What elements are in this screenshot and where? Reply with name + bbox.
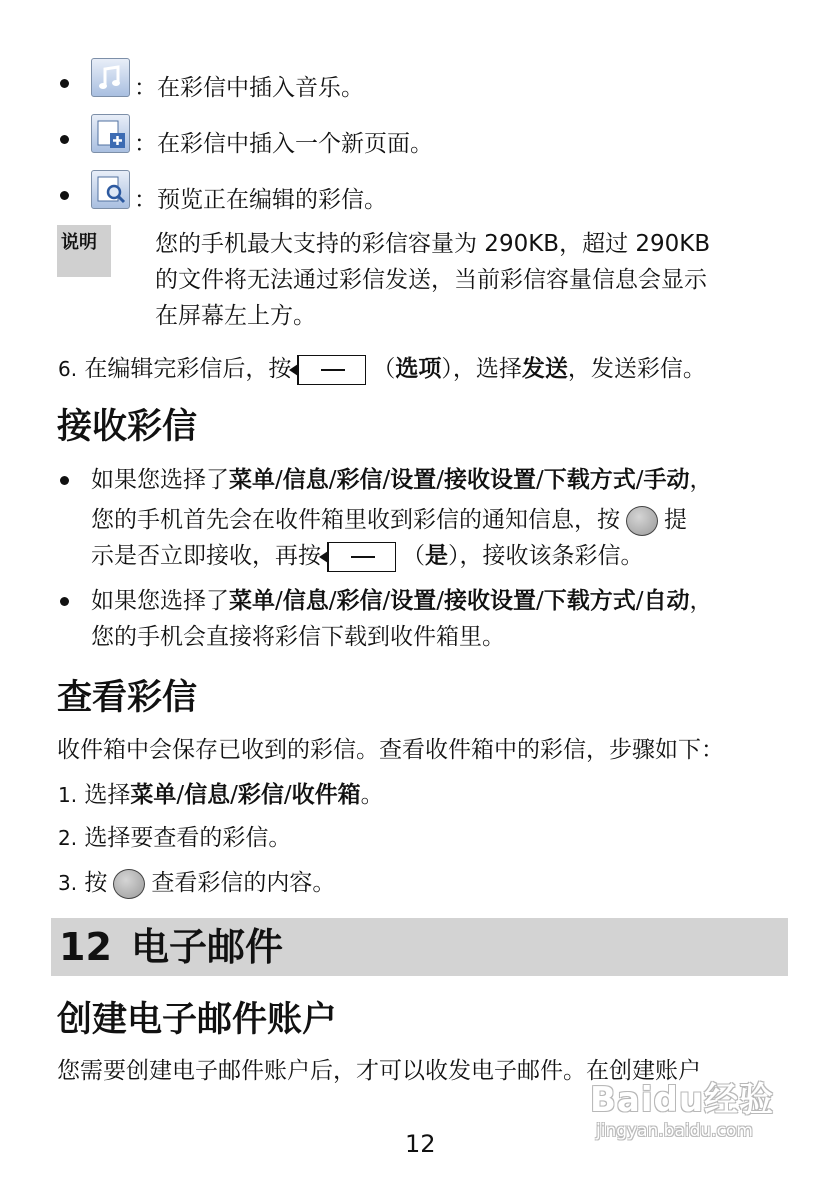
menu-path: 彩信 [336,588,383,614]
receive-bullet-1-line-3 [91,540,644,572]
menu-path: 手动 [643,467,690,493]
text: 您的手机首先会在收件箱里收到彩信的通知信息，按 [91,507,620,533]
text: （ [402,543,425,569]
receive-bullet-1-line-2 [91,504,687,536]
sep: / [536,588,544,614]
sep: / [283,782,292,808]
section-title: 查看彩信 [57,678,198,718]
menu-path: 菜单 [229,588,275,614]
menu-path: 彩信 [237,782,284,808]
note-label: 说明 [61,232,97,253]
section-title: 接收彩信 [57,407,198,447]
view-step-3 [58,867,335,899]
sep: / [436,588,444,614]
watermark-url: jingyan.baidu.com [596,1121,753,1141]
bullet [60,135,69,144]
note-badge [57,225,111,277]
bullet [60,79,69,88]
send-label: 发送 [521,356,568,382]
receive-bullet-2-line-2: 您的手机会直接将彩信下载到收件箱里。 [91,624,505,650]
sep: / [382,588,391,614]
note-line: 的文件将无法通过彩信发送，当前彩信容量信息会显示 [155,267,707,293]
menu-path: 下载方式 [543,467,636,493]
text: 提 [664,507,687,533]
sep: / [275,467,283,493]
sep: / [536,467,544,493]
menu-path: 设置 [390,467,437,493]
page-number: 12 [405,1130,436,1158]
chapter-title: 电子邮件 [131,925,284,969]
menu-path: 设置 [390,588,437,614]
step-text: 在编辑完彩信后，按 [84,356,292,382]
bullet [60,476,69,485]
text: ），接收该条彩信。 [448,543,644,569]
watermark-brand: Baidu经验 [590,1080,775,1120]
sep: / [230,782,238,808]
chapter-number: 12 [59,925,112,969]
step-number: 1. [58,783,78,807]
text: 示是否立即接收，再按 [91,543,321,569]
menu-path: 信息 [282,467,329,493]
text: ， [689,588,713,614]
bullet [60,597,69,606]
yes-label: 是 [425,543,448,569]
receive-bullet-1-line-1 [91,464,713,496]
ok-key-icon [113,869,145,899]
new-page-icon [91,114,130,153]
sep: / [382,467,391,493]
step-text: （ [372,356,396,382]
step-number: 6. [58,357,78,381]
sep: / [275,588,283,614]
sep: / [436,467,444,493]
text: 查看彩信的内容。 [151,870,336,896]
text: 选择要查看的彩信。 [84,825,292,851]
watermark [590,1080,790,1160]
text: 。 [360,782,384,808]
note-line: 您的手机最大支持的彩信容量为 290KB，超过 290KB [155,231,711,257]
sep: / [635,467,644,493]
chapter-banner [51,918,788,976]
step-6 [58,353,706,385]
view-intro: 收件箱中会保存已收到的彩信。查看收件箱中的彩信，步骤如下： [57,737,724,763]
music-icon [91,58,130,97]
menu-path: 菜单 [229,467,275,493]
section-title: 创建电子邮件账户 [57,1000,338,1040]
bullet [60,191,69,200]
menu-path: 彩信 [336,467,383,493]
menu-path: 自动 [643,588,690,614]
option-label: 选项 [395,356,442,382]
icon-desc: ：在彩信中插入音乐。 [134,75,364,101]
ok-key-icon [626,506,658,536]
text: 选择 [84,782,131,808]
note-line: 在屏幕左上方。 [155,303,316,329]
menu-path: 菜单 [130,782,177,808]
menu-path: 接收设置 [444,588,536,614]
sep: / [328,588,337,614]
icon-desc: ：在彩信中插入一个新页面。 [134,131,433,157]
menu-path: 信息 [184,782,231,808]
sep: / [328,467,337,493]
receive-bullet-2-line-1 [91,585,713,617]
menu-path: 收件箱 [291,782,361,808]
text: 如果您选择了 [91,467,229,493]
preview-icon [91,170,130,209]
text: ， [689,467,713,493]
icon-desc: ：预览正在编辑的彩信。 [134,187,387,213]
view-step-1 [58,779,384,811]
sep: / [635,588,644,614]
sep: / [176,782,185,808]
step-text: ，发送彩信。 [567,356,706,382]
email-intro: 您需要创建电子邮件账户后，才可以收发电子邮件。在创建账户 [57,1058,701,1084]
menu-path: 接收设置 [444,467,536,493]
text: 如果您选择了 [91,588,229,614]
step-number: 3. [58,871,78,895]
menu-path: 下载方式 [543,588,636,614]
left-softkey-icon [297,355,366,385]
view-step-2 [58,822,291,854]
menu-path: 信息 [282,588,329,614]
step-number: 2. [58,826,78,850]
left-softkey-icon [327,542,396,572]
text: 按 [84,870,108,896]
step-text: ），选择 [441,356,522,382]
